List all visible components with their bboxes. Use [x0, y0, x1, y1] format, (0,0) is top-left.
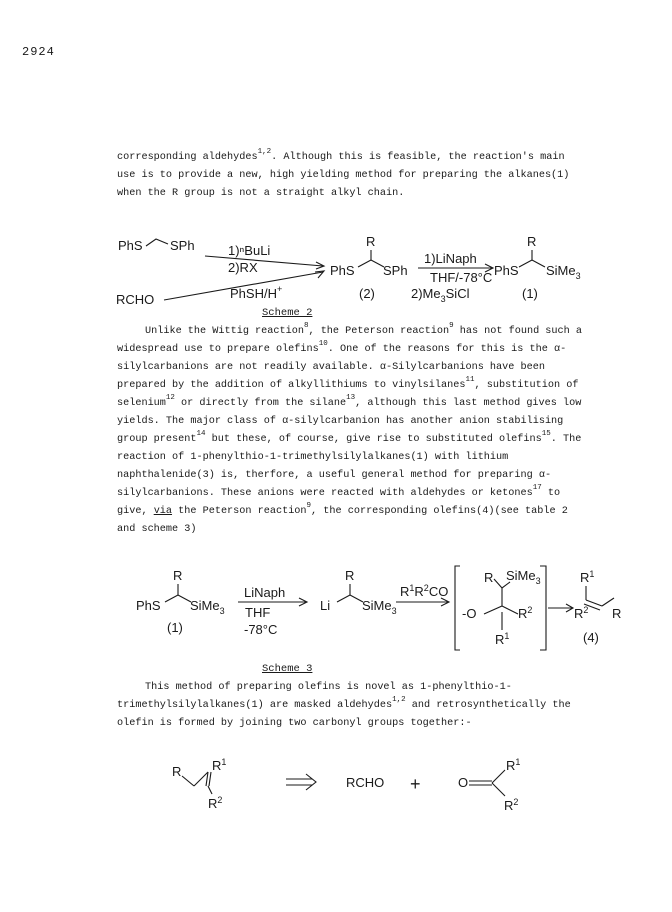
superscript: 1: [504, 631, 510, 641]
text: has not found such a widespread use to prepare olefins: [117, 326, 582, 355]
s1-r: R: [173, 568, 183, 583]
scheme-3: [0, 562, 672, 672]
anion-sime: [362, 598, 397, 616]
citation: 1,2: [257, 148, 272, 156]
s1-sime: [190, 598, 225, 616]
group-text: R: [504, 798, 514, 813]
bond: [208, 786, 212, 794]
subscript: 3: [535, 576, 541, 586]
group-text: R: [208, 796, 218, 811]
reagent-text: PhSH/H: [230, 286, 277, 301]
retro-arrow-head: [306, 774, 316, 790]
intermediate-r2: [518, 605, 532, 621]
s1-phs: PhS: [136, 598, 161, 613]
ketone-oxygen: O: [458, 775, 469, 790]
intermediate-sime: [506, 568, 541, 586]
text: corresponding aldehydes: [117, 152, 258, 163]
s1-label: (1): [167, 620, 183, 635]
plus-sign: +: [410, 774, 421, 794]
superscript: 1: [589, 569, 595, 579]
bond: [492, 783, 505, 796]
reagent-ketone: [400, 583, 448, 599]
bond: [519, 260, 545, 267]
text: , the corresponding olefins(4)(see table 2 and scheme 3): [117, 506, 568, 535]
product1-r: R: [527, 234, 537, 249]
text: , the Peterson reaction: [308, 326, 450, 337]
text: , substitution of selenium: [117, 380, 579, 409]
reactant-rcho: RCHO: [116, 292, 155, 307]
paragraph-main: [117, 323, 587, 539]
product2-r: R: [366, 234, 376, 249]
bond: [492, 770, 505, 783]
step2-reagent-1: 1)LiNaph: [424, 251, 477, 266]
superscript: 2: [423, 583, 429, 593]
group-text: R: [495, 632, 505, 647]
step1-reagent-2: 2)RX: [228, 260, 258, 275]
citation: 1,2: [392, 696, 406, 704]
text: . The reaction of 1-phenylthio-1-trimethylsilylalkanes(1) with lithium naphthalenide(3) is, therfore, a useful general method for preparing α-silylcarbanions. These anions were reacted with aldehydes or ketones: [117, 434, 582, 499]
retro-aldehyde: RCHO: [346, 775, 385, 790]
anion-r: R: [345, 568, 355, 583]
reagent-text: 2)Me: [411, 286, 441, 301]
subscript: 3: [391, 606, 397, 616]
reagent-linaph: LiNaph: [244, 585, 286, 600]
bond: [602, 598, 614, 606]
citation: 10: [318, 340, 328, 348]
bracket-right: [540, 566, 546, 650]
olefin-r: R: [612, 606, 622, 621]
reagent-text: R: [400, 584, 410, 599]
group-text: R: [580, 570, 590, 585]
text: . One of the reasons for this is the α-silylcarbanions are not readily available. α-Silylcarbanions have been prepared by the addition of alkyllithiums to vinylsilanes: [117, 344, 567, 391]
group-text: SiMe: [546, 263, 576, 278]
retro-r2: [208, 795, 222, 811]
arrow-head: [315, 271, 324, 278]
group-text: R: [506, 758, 516, 773]
page-number: 2924: [22, 45, 55, 59]
bond: [209, 772, 211, 786]
reagent-temp: -78°C: [244, 622, 278, 637]
paragraph-retro: [117, 679, 587, 733]
citation: 11: [465, 376, 475, 384]
subscript: 3: [219, 606, 225, 616]
bond: [337, 595, 363, 602]
step2-reagent-2: THF/-78°C: [430, 270, 493, 285]
reagent-text: SiCl: [445, 286, 470, 301]
superscript: 1: [409, 583, 415, 593]
bond: [182, 776, 194, 786]
retrosynthesis: [0, 752, 672, 832]
citation: 9: [306, 502, 312, 510]
bond: [358, 260, 384, 267]
text: , although this last method gives low yields. The major class of α-silylcarbanion has another anion stabilising group present: [117, 398, 582, 445]
reagent-text: R: [414, 584, 424, 599]
product2-sph: SPh: [383, 263, 408, 278]
citation: 17: [532, 484, 542, 492]
text: Unlike the Wittig reaction: [145, 326, 304, 337]
group-text: R: [212, 758, 222, 773]
text: This method of preparing olefins is novel as 1-phenylthio-1-trimethylsilylalkanes(1) are masked aldehydes: [117, 682, 512, 711]
superscript: 1: [221, 757, 227, 767]
retro-r: R: [172, 764, 182, 779]
product1-sime: [546, 263, 581, 281]
intermediate-r: R: [484, 570, 494, 585]
product2-phs: PhS: [330, 263, 355, 278]
group-text: R: [574, 606, 584, 621]
reagent-thf: THF: [245, 605, 271, 620]
text: and retrosynthetically the olefin is formed by joining two carbonyl groups together:-: [117, 700, 571, 729]
subscript: 3: [440, 294, 446, 304]
text: . Although this is feasible, the reaction's main use is to provide a new, high yielding method for preparing the alkanes(1) when the R group is not a straight alkyl chain.: [117, 152, 570, 199]
step2-reagent-3: [411, 286, 470, 304]
product1-phs: PhS: [494, 263, 519, 278]
citation: 13: [346, 394, 356, 402]
bracket-left: [455, 566, 460, 650]
paragraph-intro: [117, 149, 587, 203]
scheme-2: [0, 228, 672, 328]
subscript: 3: [575, 271, 581, 281]
step1-reagent-1: 1)ⁿBuLi: [228, 243, 271, 258]
ketone-r1: [506, 757, 520, 773]
superscript: 2: [583, 605, 589, 615]
group-text: SiMe: [506, 568, 536, 583]
intermediate-oxide: -O: [462, 606, 477, 621]
bond: [165, 595, 191, 602]
group-text: SiMe: [190, 598, 220, 613]
reagent-phsh: [230, 284, 282, 301]
citation: 14: [196, 430, 206, 438]
intermediate-r1: [495, 631, 509, 647]
text: to give,: [117, 488, 561, 517]
superscript: 1: [515, 757, 521, 767]
superscript: 2: [513, 797, 519, 807]
superscript: 2: [527, 605, 533, 615]
text: the Peterson reaction: [172, 506, 307, 517]
group-text: SiMe: [362, 598, 392, 613]
superscript: 2: [217, 795, 223, 805]
olefin-r2: [574, 605, 588, 621]
bond: [484, 606, 518, 614]
citation: 8: [303, 322, 309, 330]
olefin-label: (4): [583, 630, 599, 645]
text: but these, of course, give rise to substituted olefins: [205, 434, 542, 445]
product1-label: (1): [522, 286, 538, 301]
retro-r1: [212, 757, 226, 773]
reactant-phs: PhS: [118, 238, 143, 253]
text: or directly from the silane: [174, 398, 347, 409]
reactant-sph: SPh: [170, 238, 195, 253]
citation: 9: [449, 322, 454, 330]
citation: 15: [541, 430, 551, 438]
scheme-3-caption: Scheme 3: [262, 663, 313, 675]
product2-label: (2): [359, 286, 375, 301]
citation: 12: [165, 394, 175, 402]
group-text: R: [518, 606, 528, 621]
reagent-text: CO: [428, 584, 449, 599]
ketone-r2: [504, 797, 518, 813]
scheme-2-caption: Scheme 2: [262, 307, 313, 319]
via-text: via: [153, 506, 173, 517]
superscript: +: [276, 284, 283, 294]
bond: [146, 239, 168, 246]
anion-li: Li: [320, 598, 331, 613]
olefin-r1: [580, 569, 594, 585]
